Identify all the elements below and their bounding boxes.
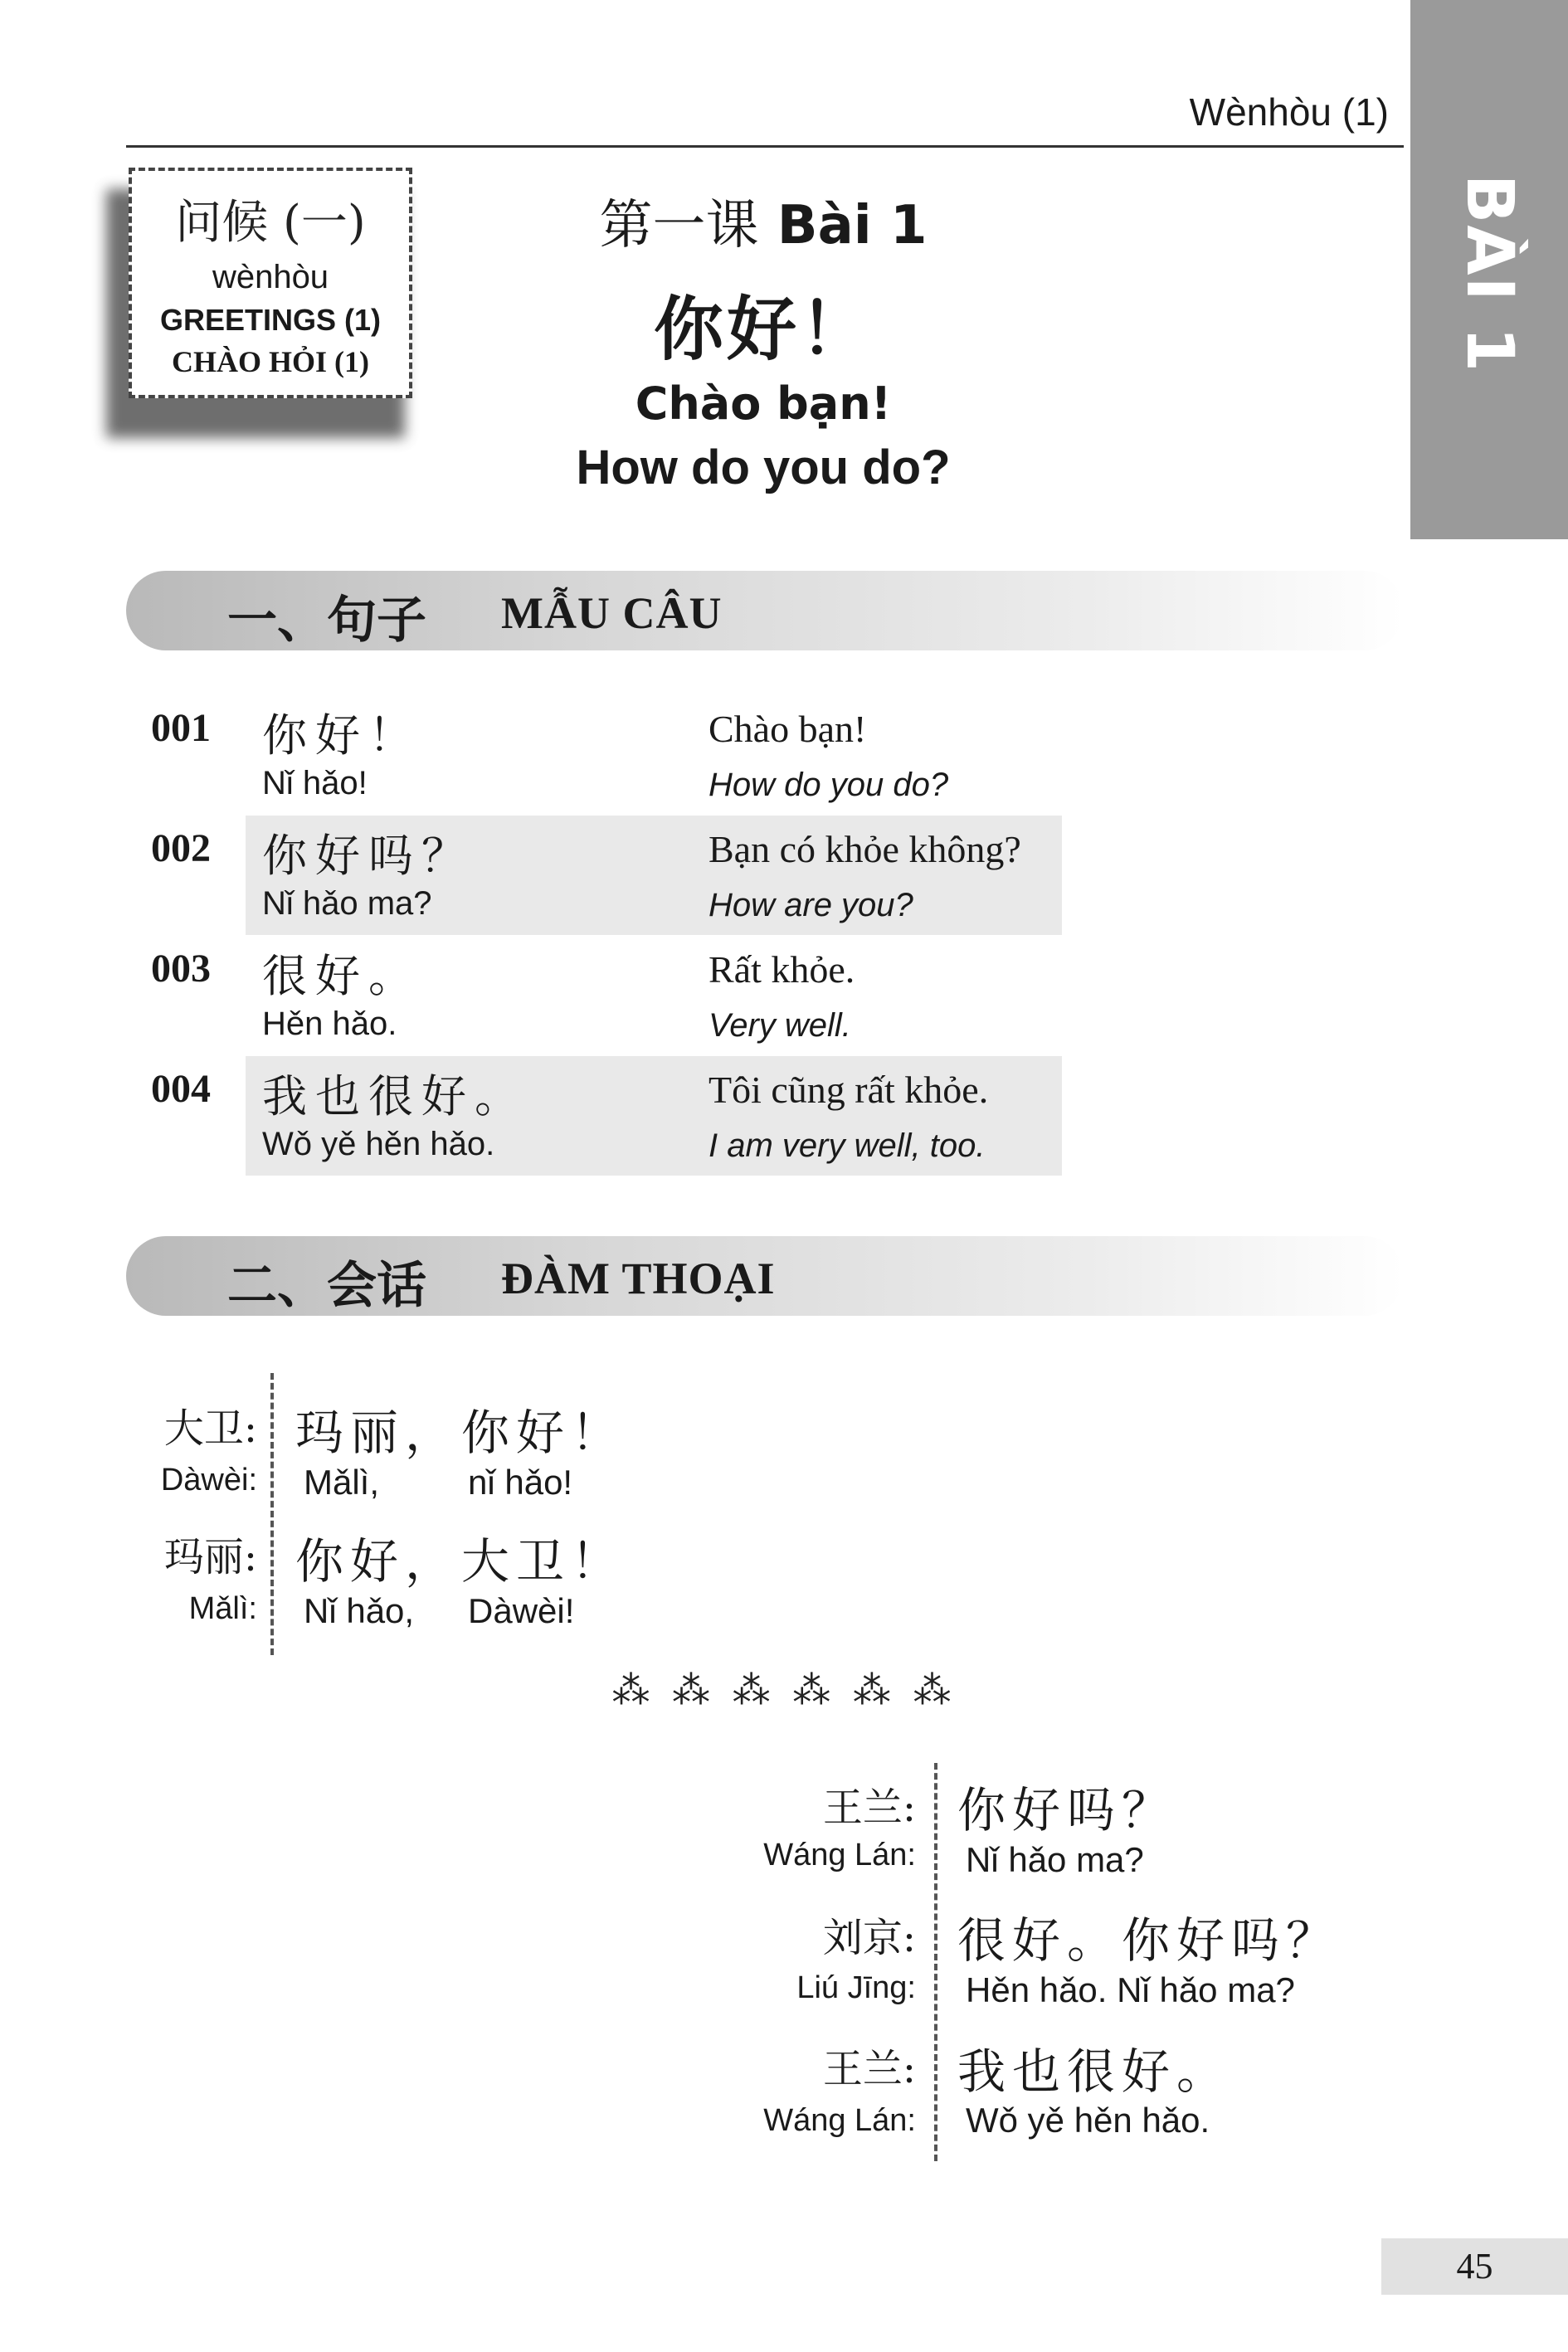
sentence-row xyxy=(149,1056,1062,1176)
side-tab xyxy=(1410,0,1568,539)
topic-chinese: 问候 (一) xyxy=(175,196,366,250)
section-heading-vietnamese: MẪU CÂU xyxy=(501,588,723,638)
speaker-chinese: 大卫: xyxy=(163,1405,257,1452)
sentence-pinyin: Nǐ hǎo! xyxy=(262,765,368,801)
sentence-vietnamese: Bạn có khỏe không? xyxy=(709,828,1021,870)
section-banner-dialogue xyxy=(126,1236,1404,1316)
topic-box xyxy=(129,168,412,398)
lesson-number-chinese: 第一课 xyxy=(599,195,759,256)
section-heading-chinese: 一、句子 xyxy=(227,592,426,650)
section-heading-vietnamese: ĐÀM THOẠI xyxy=(501,1254,776,1303)
dialogue-separator: ⁂ ⁂ ⁂ ⁂ ⁂ ⁂ xyxy=(611,1668,957,1712)
sentence-vietnamese: Tôi cũng rất khỏe. xyxy=(709,1069,989,1111)
sentence-vietnamese: Chào bạn! xyxy=(709,708,867,750)
dialogue-line-chinese: 很好。你好吗？ xyxy=(957,1912,1342,1969)
lesson-title-vietnamese: Chào bạn! xyxy=(635,377,892,430)
speaker-pinyin: Liú Jīng: xyxy=(796,1970,916,2005)
page-number-box xyxy=(1381,2238,1568,2295)
side-tab-label: BÀI 1 xyxy=(1452,173,1527,374)
speaker-chinese: 刘京: xyxy=(822,1915,916,1961)
sentence-english: Very well. xyxy=(709,1007,851,1044)
speaker-pinyin: Dàwèi: xyxy=(160,1463,257,1497)
speaker-chinese: 玛丽: xyxy=(163,1534,257,1580)
sentence-chinese: 你好吗？ xyxy=(262,830,475,882)
lesson-title-english: How do you do? xyxy=(576,441,951,494)
topic-pinyin: wènhòu xyxy=(212,259,329,295)
speaker-pinyin: Wáng Lán: xyxy=(763,2103,916,2138)
topic-english: GREETINGS (1) xyxy=(159,303,382,337)
sentence-pinyin: Nǐ hǎo ma? xyxy=(262,885,432,922)
header-rule xyxy=(126,145,1404,148)
dialogue-line-pinyin: Nǐ hǎo ma? xyxy=(966,1840,1144,1879)
dialogue-line-pinyin: Mǎlì, xyxy=(304,1463,380,1502)
sentence-chinese: 我也很好。 xyxy=(262,1070,528,1122)
sentence-row xyxy=(149,816,1062,935)
sentence-number: 004 xyxy=(151,1067,211,1111)
dialogue-line-chinese: 我也很好。 xyxy=(957,2043,1232,2100)
sentence-pinyin: Hěn hǎo. xyxy=(262,1006,397,1042)
dialogue-line-chinese: 你好吗？ xyxy=(957,1782,1177,1838)
sentence-number: 003 xyxy=(151,947,211,991)
speaker-pinyin: Mǎlì: xyxy=(188,1591,257,1626)
lesson-title-chinese: 你好！ xyxy=(653,288,873,370)
dialogue-line-chinese: 大卫！ xyxy=(461,1533,626,1590)
sentence-number: 001 xyxy=(151,706,211,750)
dialogue-line-pinyin: Wǒ yě hěn hǎo. xyxy=(966,2101,1210,2140)
sentence-chinese: 很好。 xyxy=(262,950,421,1002)
page-number: 45 xyxy=(1456,2246,1493,2286)
section-banner-sentences xyxy=(126,571,1404,650)
dialogue-line-chinese: 玛丽， xyxy=(295,1405,460,1461)
dialogue-line-pinyin: Dàwèi! xyxy=(468,1591,575,1630)
speaker-pinyin: Wáng Lán: xyxy=(763,1838,916,1872)
dialogue-line-pinyin: Hěn hǎo. Nǐ hǎo ma? xyxy=(966,1970,1295,2009)
sentence-english: How do you do? xyxy=(709,767,949,803)
lesson-number-vietnamese: Bài 1 xyxy=(777,195,928,256)
sentence-number: 002 xyxy=(151,826,211,870)
dialogue-divider xyxy=(934,1763,937,2161)
dialogue-line-pinyin: Nǐ hǎo, xyxy=(304,1591,415,1630)
sentence-row xyxy=(149,936,1062,1055)
dialogue-divider xyxy=(270,1373,274,1655)
speaker-chinese: 王兰: xyxy=(822,2046,916,2092)
sentence-english: I am very well, too. xyxy=(709,1127,986,1164)
speaker-chinese: 王兰: xyxy=(822,1785,916,1831)
dialogue-line-chinese: 你好， xyxy=(295,1533,460,1590)
sentence-row xyxy=(149,695,1062,815)
dialogue-line-pinyin: nǐ hǎo! xyxy=(468,1463,573,1502)
sentence-english: How are you? xyxy=(709,887,913,923)
topic-vietnamese: CHÀO HỎI (1) xyxy=(172,345,369,378)
sentence-chinese: 你好！ xyxy=(262,709,421,762)
sentence-pinyin: Wǒ yě hěn hǎo. xyxy=(262,1126,495,1162)
running-header-title: Wènhòu (1) xyxy=(1189,90,1389,134)
sentence-vietnamese: Rất khỏe. xyxy=(709,948,855,991)
lesson-number xyxy=(431,183,1095,259)
dialogue-line-chinese: 你好！ xyxy=(461,1405,626,1461)
section-heading-chinese: 二、会话 xyxy=(227,1257,426,1315)
